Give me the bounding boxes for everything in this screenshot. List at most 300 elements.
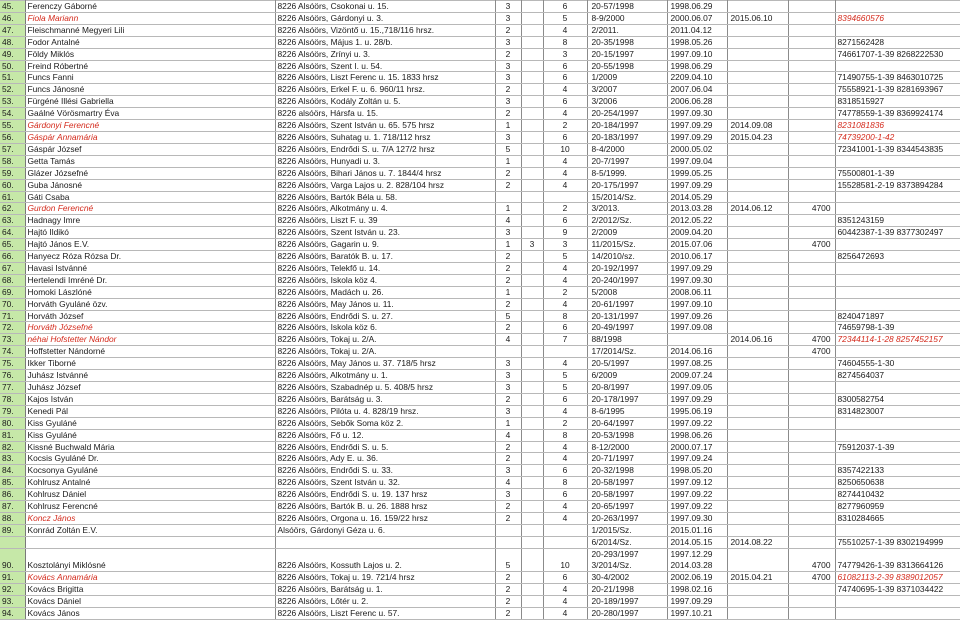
count-c: 4 <box>543 179 587 191</box>
address: 8226 Alsóörs, Pilóta u. 4. 828/19 hrsz. <box>275 405 495 417</box>
count-a: 2 <box>495 179 521 191</box>
end-date <box>727 143 788 155</box>
tax-id <box>835 524 960 536</box>
zip-code <box>788 501 835 513</box>
count-b <box>521 84 543 96</box>
tax-id <box>835 453 960 465</box>
permit-number: 2/2012/Sz. <box>587 215 667 227</box>
address: 8226 Alsóörs, Szent István u. 65. 575 hrsz <box>275 120 495 132</box>
tax-id <box>835 417 960 429</box>
count-c: 5 <box>543 382 587 394</box>
count-a: 1 <box>495 203 521 215</box>
zip-code <box>788 489 835 501</box>
count-a <box>495 346 521 358</box>
end-date <box>727 310 788 322</box>
zip-code <box>788 131 835 143</box>
count-c: 4 <box>543 84 587 96</box>
zip-code <box>788 370 835 382</box>
zip-code <box>788 477 835 489</box>
permit-number: 20-192/1997 <box>587 262 667 274</box>
owner-name: Fleischmanné Megyeri Lili <box>25 24 275 36</box>
table-row <box>0 120 960 132</box>
owner-name <box>25 536 275 548</box>
count-a <box>495 524 521 536</box>
issue-date: 2002.06.19 <box>667 572 727 584</box>
zip-code: 4700 <box>788 334 835 346</box>
table-row <box>0 72 960 84</box>
count-a <box>495 536 521 548</box>
address: 8226 Alsóörs, Suhatag u. 1. 718/112 hrsz <box>275 131 495 143</box>
count-b <box>521 358 543 370</box>
issue-date: 1997.09.29 <box>667 262 727 274</box>
row-number: 65. <box>0 239 25 251</box>
address: 8226 Alsóörs, Tokaj u. 2/A. <box>275 334 495 346</box>
zip-code <box>788 48 835 60</box>
zip-code: 4700 <box>788 346 835 358</box>
tax-id: 8310284665 <box>835 512 960 524</box>
count-b <box>521 24 543 36</box>
row-number: 90. <box>0 548 25 572</box>
row-number: 55. <box>0 120 25 132</box>
permit-number: 20-32/1998 <box>587 465 667 477</box>
issue-date: 1997.09.04 <box>667 155 727 167</box>
permit-number: 20-240/1997 <box>587 274 667 286</box>
zip-code <box>788 143 835 155</box>
permit-number: 20-65/1997 <box>587 501 667 513</box>
issue-date: 2014.05.29 <box>667 191 727 203</box>
count-c: 2 <box>543 120 587 132</box>
end-date <box>727 262 788 274</box>
issue-date: 2014.05.15 <box>667 536 727 548</box>
end-date <box>727 96 788 108</box>
owner-name: Kovács Dániel <box>25 596 275 608</box>
count-c: 10 <box>543 548 587 572</box>
address: 8226 Alsóörs, Endrődi S. u. 27. <box>275 310 495 322</box>
row-number: 52. <box>0 84 25 96</box>
address: 8226 Alsóörs, Sebők Soma köz 2. <box>275 417 495 429</box>
table-row <box>0 370 960 382</box>
tax-id: 8394660576 <box>835 12 960 24</box>
count-c: 4 <box>543 274 587 286</box>
end-date <box>727 286 788 298</box>
table-row <box>0 227 960 239</box>
tax-id <box>835 262 960 274</box>
zip-code <box>788 155 835 167</box>
tax-id <box>835 24 960 36</box>
end-date: 2015.04.23 <box>727 131 788 143</box>
count-b <box>521 405 543 417</box>
issue-date: 1997.09.26 <box>667 310 727 322</box>
count-c: 6 <box>543 322 587 334</box>
count-c: 4 <box>543 24 587 36</box>
address: 8226 Alsóörs, Alkotmány u. 4. <box>275 203 495 215</box>
owner-name: Guba Jánosné <box>25 179 275 191</box>
permit-number: 20-183/1997 <box>587 131 667 143</box>
tax-id: 74740695-1-39 8371034422 <box>835 584 960 596</box>
address: 8226 Alsóörs, Liszt Ferenc u. 15. 1833 hrsz <box>275 72 495 84</box>
table-row <box>0 274 960 286</box>
issue-date: 1997.08.25 <box>667 358 727 370</box>
owner-name: Fiola Mariann <box>25 12 275 24</box>
count-a: 4 <box>495 477 521 489</box>
issue-date: 1997.10.21 <box>667 608 727 620</box>
count-a <box>495 191 521 203</box>
table-row <box>0 48 960 60</box>
owner-name: Ikker Tiborné <box>25 358 275 370</box>
owner-name: Juhász Istvánné <box>25 370 275 382</box>
end-date <box>727 191 788 203</box>
owner-name: Ferenczy Gáborné <box>25 1 275 13</box>
end-date <box>727 72 788 84</box>
end-date <box>727 393 788 405</box>
row-number: 89. <box>0 524 25 536</box>
permit-number: 1/2009 <box>587 72 667 84</box>
end-date <box>727 429 788 441</box>
permit-number: 20-15/1997 <box>587 48 667 60</box>
count-a: 2 <box>495 251 521 263</box>
count-a: 2 <box>495 48 521 60</box>
table-row <box>0 346 960 358</box>
zip-code: 4700 <box>788 572 835 584</box>
count-a: 2 <box>495 441 521 453</box>
count-a: 1 <box>495 417 521 429</box>
permit-number: 30-4/2002 <box>587 572 667 584</box>
tax-id: 8357422133 <box>835 465 960 477</box>
issue-date: 2000.06.07 <box>667 12 727 24</box>
end-date <box>727 596 788 608</box>
permit-number: 6/2014/Sz. <box>587 536 667 548</box>
owner-name: Glázer Józsefné <box>25 167 275 179</box>
row-number: 51. <box>0 72 25 84</box>
permit-number: 8-4/2000 <box>587 143 667 155</box>
count-a: 1 <box>495 120 521 132</box>
zip-code <box>788 393 835 405</box>
count-b <box>521 310 543 322</box>
row-number: 72. <box>0 322 25 334</box>
count-b <box>521 429 543 441</box>
count-c: 7 <box>543 334 587 346</box>
zip-code <box>788 298 835 310</box>
count-c <box>543 191 587 203</box>
count-c: 4 <box>543 298 587 310</box>
table-row <box>0 36 960 48</box>
row-number: 79. <box>0 405 25 417</box>
count-b <box>521 72 543 84</box>
count-b <box>521 1 543 13</box>
row-number: 75. <box>0 358 25 370</box>
row-number: 63. <box>0 215 25 227</box>
table-row <box>0 215 960 227</box>
permit-number: 14/2010/sz. <box>587 251 667 263</box>
permit-number: 20-178/1997 <box>587 393 667 405</box>
count-a: 5 <box>495 143 521 155</box>
row-number: 84. <box>0 465 25 477</box>
end-date: 2014.08.22 <box>727 536 788 548</box>
row-number: 49. <box>0 48 25 60</box>
count-b <box>521 167 543 179</box>
end-date <box>727 453 788 465</box>
tax-id: 8256472693 <box>835 251 960 263</box>
count-b <box>521 48 543 60</box>
count-b <box>521 274 543 286</box>
table-row <box>0 596 960 608</box>
row-number: 77. <box>0 382 25 394</box>
table-row <box>0 501 960 513</box>
end-date <box>727 441 788 453</box>
tax-id <box>835 286 960 298</box>
count-b <box>521 370 543 382</box>
count-b <box>521 143 543 155</box>
issue-date: 1997.12.29 2014.03.28 <box>667 548 727 572</box>
issue-date: 2010.06.17 <box>667 251 727 263</box>
count-a: 3 <box>495 405 521 417</box>
table-row <box>0 417 960 429</box>
count-b: 3 <box>521 239 543 251</box>
tax-id <box>835 596 960 608</box>
permit-number: 3/2007 <box>587 84 667 96</box>
issue-date: 1997.09.30 <box>667 274 727 286</box>
count-c: 8 <box>543 429 587 441</box>
address: 8226 Alsóörs, Erkel F. u. 6. 960/11 hrsz. <box>275 84 495 96</box>
table-row <box>0 60 960 72</box>
count-c: 4 <box>543 108 587 120</box>
count-b <box>521 60 543 72</box>
row-number: 71. <box>0 310 25 322</box>
end-date <box>727 251 788 263</box>
owner-name: Konrád Zoltán E.V. <box>25 524 275 536</box>
tax-id <box>835 1 960 13</box>
end-date <box>727 417 788 429</box>
end-date <box>727 512 788 524</box>
count-c <box>543 524 587 536</box>
permit-number: 2/2011. <box>587 24 667 36</box>
count-c: 4 <box>543 608 587 620</box>
count-c: 6 <box>543 572 587 584</box>
permit-number: 3/2006 <box>587 96 667 108</box>
end-date: 2014.06.16 <box>727 334 788 346</box>
owner-name: Kovács János <box>25 608 275 620</box>
count-c: 4 <box>543 453 587 465</box>
tax-id <box>835 274 960 286</box>
count-c: 4 <box>543 441 587 453</box>
count-b <box>521 262 543 274</box>
count-c: 4 <box>543 584 587 596</box>
permit-number: 20-55/1998 <box>587 60 667 72</box>
permit-number: 20-58/1997 <box>587 477 667 489</box>
count-a: 2 <box>495 24 521 36</box>
permit-number: 20-71/1997 <box>587 453 667 465</box>
permit-number: 20-64/1997 <box>587 417 667 429</box>
tax-id: 8314823007 <box>835 405 960 417</box>
address: 8226 Alsóörs, Kossuth Lajos u. 2. <box>275 548 495 572</box>
permit-number: 20-184/1997 <box>587 120 667 132</box>
count-c: 4 <box>543 167 587 179</box>
permit-number: 1/2015/Sz. <box>587 524 667 536</box>
permit-number: 8-6/1995 <box>587 405 667 417</box>
count-a: 2 <box>495 572 521 584</box>
owner-name: Földy Miklós <box>25 48 275 60</box>
table-row <box>0 405 960 417</box>
address <box>275 536 495 548</box>
address: 8226 alsóörs, Hársfa u. 15. <box>275 108 495 120</box>
address: 8226 Alsóörs, Telekfő u. 14. <box>275 262 495 274</box>
count-a: 4 <box>495 215 521 227</box>
table-row <box>0 298 960 310</box>
count-c: 3 <box>543 239 587 251</box>
zip-code <box>788 512 835 524</box>
table-row <box>0 131 960 143</box>
zip-code <box>788 120 835 132</box>
zip-code <box>788 96 835 108</box>
row-number: 83. <box>0 453 25 465</box>
end-date <box>727 108 788 120</box>
permit-number: 20-189/1997 <box>587 596 667 608</box>
count-a: 5 <box>495 310 521 322</box>
owner-name: Funcs Jánosné <box>25 84 275 96</box>
zip-code <box>788 382 835 394</box>
count-b <box>521 179 543 191</box>
issue-date <box>667 334 727 346</box>
count-a: 3 <box>495 465 521 477</box>
zip-code <box>788 441 835 453</box>
table-row <box>0 572 960 584</box>
tax-id <box>835 429 960 441</box>
table-row <box>0 262 960 274</box>
count-b <box>521 322 543 334</box>
zip-code <box>788 429 835 441</box>
permit-number: 20-21/1998 <box>587 584 667 596</box>
end-date <box>727 274 788 286</box>
table-row <box>0 191 960 203</box>
count-b <box>521 489 543 501</box>
end-date <box>727 358 788 370</box>
issue-date: 1997.09.29 <box>667 179 727 191</box>
count-c: 5 <box>543 370 587 382</box>
zip-code <box>788 405 835 417</box>
count-b <box>521 203 543 215</box>
row-number: 62. <box>0 203 25 215</box>
table-row <box>0 167 960 179</box>
row-number: 64. <box>0 227 25 239</box>
tax-id: 75558921-1-39 8281693967 <box>835 84 960 96</box>
count-b <box>521 453 543 465</box>
permit-number: 88/1998 <box>587 334 667 346</box>
address: 8226 Alsóörs, Endrődi S. u. 5. <box>275 441 495 453</box>
address: 8226 Alsóörs, Fő u. 12. <box>275 429 495 441</box>
count-b <box>521 251 543 263</box>
owner-name: Kajos István <box>25 393 275 405</box>
row-number: 91. <box>0 572 25 584</box>
owner-name: Gáspár Annamária <box>25 131 275 143</box>
count-c: 4 <box>543 512 587 524</box>
tax-id: 61082113-2-39 8389012057 <box>835 572 960 584</box>
address: 8226 Alsóörs, Szent István u. 32. <box>275 477 495 489</box>
count-a: 1 <box>495 239 521 251</box>
permit-number: 20-35/1998 <box>587 36 667 48</box>
count-c: 2 <box>543 286 587 298</box>
count-a: 3 <box>495 36 521 48</box>
count-a: 4 <box>495 429 521 441</box>
count-b <box>521 465 543 477</box>
count-c: 6 <box>543 72 587 84</box>
row-number: 48. <box>0 36 25 48</box>
address: 8226 Alsóörs, Bartók Béla u. 58. <box>275 191 495 203</box>
issue-date: 1997.09.29 <box>667 131 727 143</box>
owner-name: Hertelendi Imréné Dr. <box>25 274 275 286</box>
count-c: 8 <box>543 36 587 48</box>
owner-name: Hajtó János E.V. <box>25 239 275 251</box>
permit-number: 5/2008 <box>587 286 667 298</box>
tax-id: 71490755-1-39 8463010725 <box>835 72 960 84</box>
issue-date: 2000.05.02 <box>667 143 727 155</box>
end-date: 2014.06.12 <box>727 203 788 215</box>
table-row <box>0 453 960 465</box>
address: 8226 Alsóörs, Bartók B. u. 26. 1888 hrsz <box>275 501 495 513</box>
count-c: 9 <box>543 227 587 239</box>
count-a: 3 <box>495 60 521 72</box>
tax-id: 8277960959 <box>835 501 960 513</box>
owner-name: Kosztolányi Miklósné <box>25 548 275 572</box>
address: 8226 Alsóörs, May János u. 11. <box>275 298 495 310</box>
row-number: 59. <box>0 167 25 179</box>
zip-code <box>788 84 835 96</box>
end-date <box>727 60 788 72</box>
zip-code <box>788 167 835 179</box>
issue-date: 1997.09.24 <box>667 453 727 465</box>
count-a: 2 <box>495 274 521 286</box>
table-row <box>0 608 960 620</box>
end-date <box>727 227 788 239</box>
count-b <box>521 524 543 536</box>
address: 8226 Alsóörs, Vizöntő u. 15.,718/116 hrsz. <box>275 24 495 36</box>
tax-id: 60442387-1-39 8377302497 <box>835 227 960 239</box>
tax-id: 74779426-1-39 8313664126 <box>835 548 960 572</box>
count-b <box>521 346 543 358</box>
count-b <box>521 334 543 346</box>
owner-name: Horváth Józsefné <box>25 322 275 334</box>
end-date <box>727 548 788 572</box>
permit-number: 6/2009 <box>587 370 667 382</box>
zip-code <box>788 417 835 429</box>
issue-date: 1998.06.29 <box>667 1 727 13</box>
owner-name: Juhász József <box>25 382 275 394</box>
end-date <box>727 501 788 513</box>
address: 8226 Alsóörs, Szabadnép u. 5. 408/5 hrsz <box>275 382 495 394</box>
address: 8226 Alsóörs, Kodály Zoltán u. 5. <box>275 96 495 108</box>
address: 8226 Alsóörs, Barátság u. 1. <box>275 584 495 596</box>
row-number: 82. <box>0 441 25 453</box>
issue-date: 1999.05.25 <box>667 167 727 179</box>
permit-number: 2/2009 <box>587 227 667 239</box>
address: 8226 Alsóörs, Hunyadi u. 3. <box>275 155 495 167</box>
owner-name: Funcs Fanni <box>25 72 275 84</box>
tax-id: 8231081836 <box>835 120 960 132</box>
count-c: 4 <box>543 405 587 417</box>
address: 8226 Alsóörs, Varga Lajos u. 2. 828/104 hrsz <box>275 179 495 191</box>
tax-id: 8300582754 <box>835 393 960 405</box>
count-a: 3 <box>495 1 521 13</box>
permit-number: 20-280/1997 <box>587 608 667 620</box>
owner-name: Koncz János <box>25 512 275 524</box>
count-a: 2 <box>495 298 521 310</box>
row-number: 54. <box>0 108 25 120</box>
end-date <box>727 465 788 477</box>
table-row <box>0 143 960 155</box>
address: 8226 Alsóörs, Gagarin u. 9. <box>275 239 495 251</box>
row-number: 94. <box>0 608 25 620</box>
row-number: 88. <box>0 512 25 524</box>
table-row <box>0 1 960 13</box>
